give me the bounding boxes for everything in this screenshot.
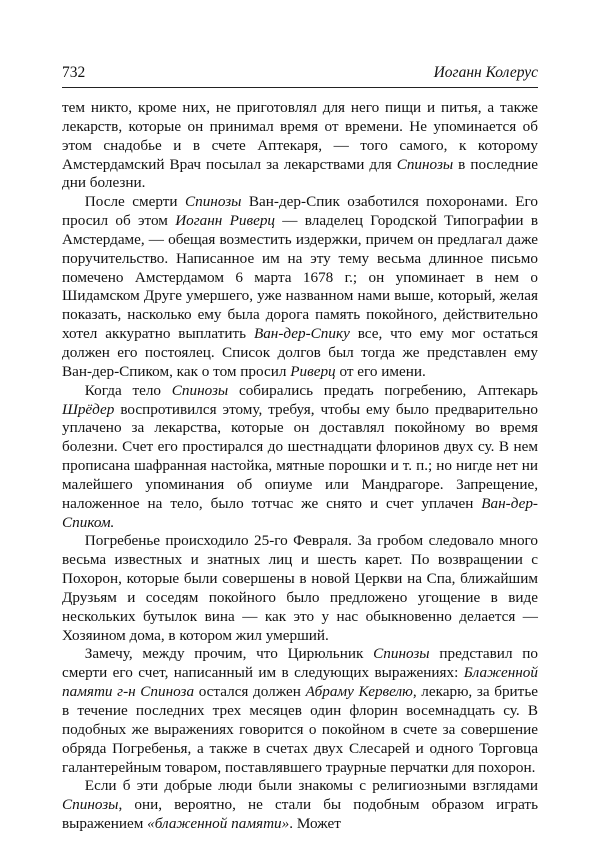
header-rule (62, 87, 538, 88)
paragraph (62, 193, 538, 381)
paragraph (62, 532, 538, 645)
text-run: тем никто, кроме них, не приготовлял для него пищи и питья, а также лекарств, которые он принимал время от времени. Не упоминается об этом снадобье и в счете Аптекаря, — того самого, к которому Амстердамский Врач посылал за лекарствами для (62, 99, 538, 173)
text-run: в последние дни болезни. (62, 155, 538, 192)
italic-run: Ван-дер-Спику (253, 325, 350, 343)
italic-run: Спинозы (373, 645, 430, 663)
italic-run: Спинозы (184, 193, 242, 211)
text-run: Когда тело (84, 381, 172, 399)
text-run: Ван-дер-Спик озаботился похоронами. Его просил об этом (62, 193, 538, 230)
body-text (62, 99, 538, 834)
page-number: 732 (62, 64, 86, 81)
text-run: После смерти (84, 193, 185, 211)
text-run: . Может (289, 815, 341, 833)
italic-run: Иоганн Риверц (175, 212, 276, 230)
italic-run: Риверц (290, 362, 336, 380)
italic-run: Спинозы (171, 381, 229, 399)
text-run: от его имени. (335, 362, 426, 380)
paragraph (62, 777, 538, 834)
text-run: все, что ему мог остаться должен его постоялец. Список долгов был тогда же представлен ему Ван-дер-Спиком, как о том просил (62, 325, 538, 380)
paragraph (62, 99, 538, 193)
italic-run: Блаженной памяти г-н Спиноза (62, 664, 538, 701)
text-run: — владелец Городской Типографии в Амстердаме, — обещая возместить издержки, причем он предлагал даже поручительство. Написанное им на эту тему весьма длинное письмо помечено Амстердамом 6 марта 1678 г.; он упоминает в нем о Шидамском Друге умершего, уже названном нами выше, который, желая показать, насколько ему была дорога память покойного, действительно хотел аккуратно выплатить (62, 212, 538, 343)
text-run: Если б эти добрые люди были знакомы с религиозными взглядами (84, 777, 538, 795)
running-header (62, 64, 538, 86)
text-run: Погребенье происходило 25-го Февраля. За гробом следовало много весьма известных и знатных лиц и шесть карет. По возвращении с Похорон, которые были совершены в новой Церкви на Спа, ближайшим Друзьям и соседям покойного было предложено угощение в виде нескольких бутылок вина — как это у нас обыкновенно делается — Хозяином дома, в котором жил умерший. (62, 532, 538, 644)
text-run: , они, вероятно, не стали бы подобным образом играть выражением (62, 796, 538, 833)
running-title: Иоганн Колерус (433, 64, 538, 81)
italic-run: Шрёдер (62, 400, 115, 418)
text-run: собирались предать погребению, Аптекарь (228, 381, 538, 399)
italic-run: Спинозы (396, 155, 454, 173)
italic-run: Спинозы (62, 796, 119, 814)
text-run: остался должен (194, 683, 306, 701)
text-run: Замечу, между прочим, что Цирюльник (84, 645, 374, 663)
text-run: , лекарю, за бритье в течение последних трех месяцев один флорин восемнадцать су. В подобных же выражениях говорится о покойном в счете за совершение обряда Погребенья, а также в счетах двух Слесарей и одного Торговца галантерейным товаром, поставлявшего траурные перчатки для похорон. (62, 683, 538, 776)
paragraph (62, 645, 538, 777)
text-run: представил по смерти его счет, написанный им в следующих выражениях: (62, 645, 538, 682)
paragraph (62, 382, 538, 533)
italic-run: «блаженной памяти» (147, 815, 290, 833)
text-run: воспротивился этому, требуя, чтобы ему было предварительно уплачено за лекарства, которые он доставлял покойному во время болезни. Счет его простирался до шестнадцати флоринов двух су. В нем прописана шафранная настойка, мятные порошки и т. п.; но нигде нет ни малейшего упоминания об опиуме или Мандрагоре. Запрещение, наложенное на тело, было тотчас же снято и счет уплачен (62, 400, 538, 512)
italic-run: Абраму Кервелю (305, 683, 413, 701)
italic-run: Ван-дер-Спиком. (62, 494, 538, 531)
